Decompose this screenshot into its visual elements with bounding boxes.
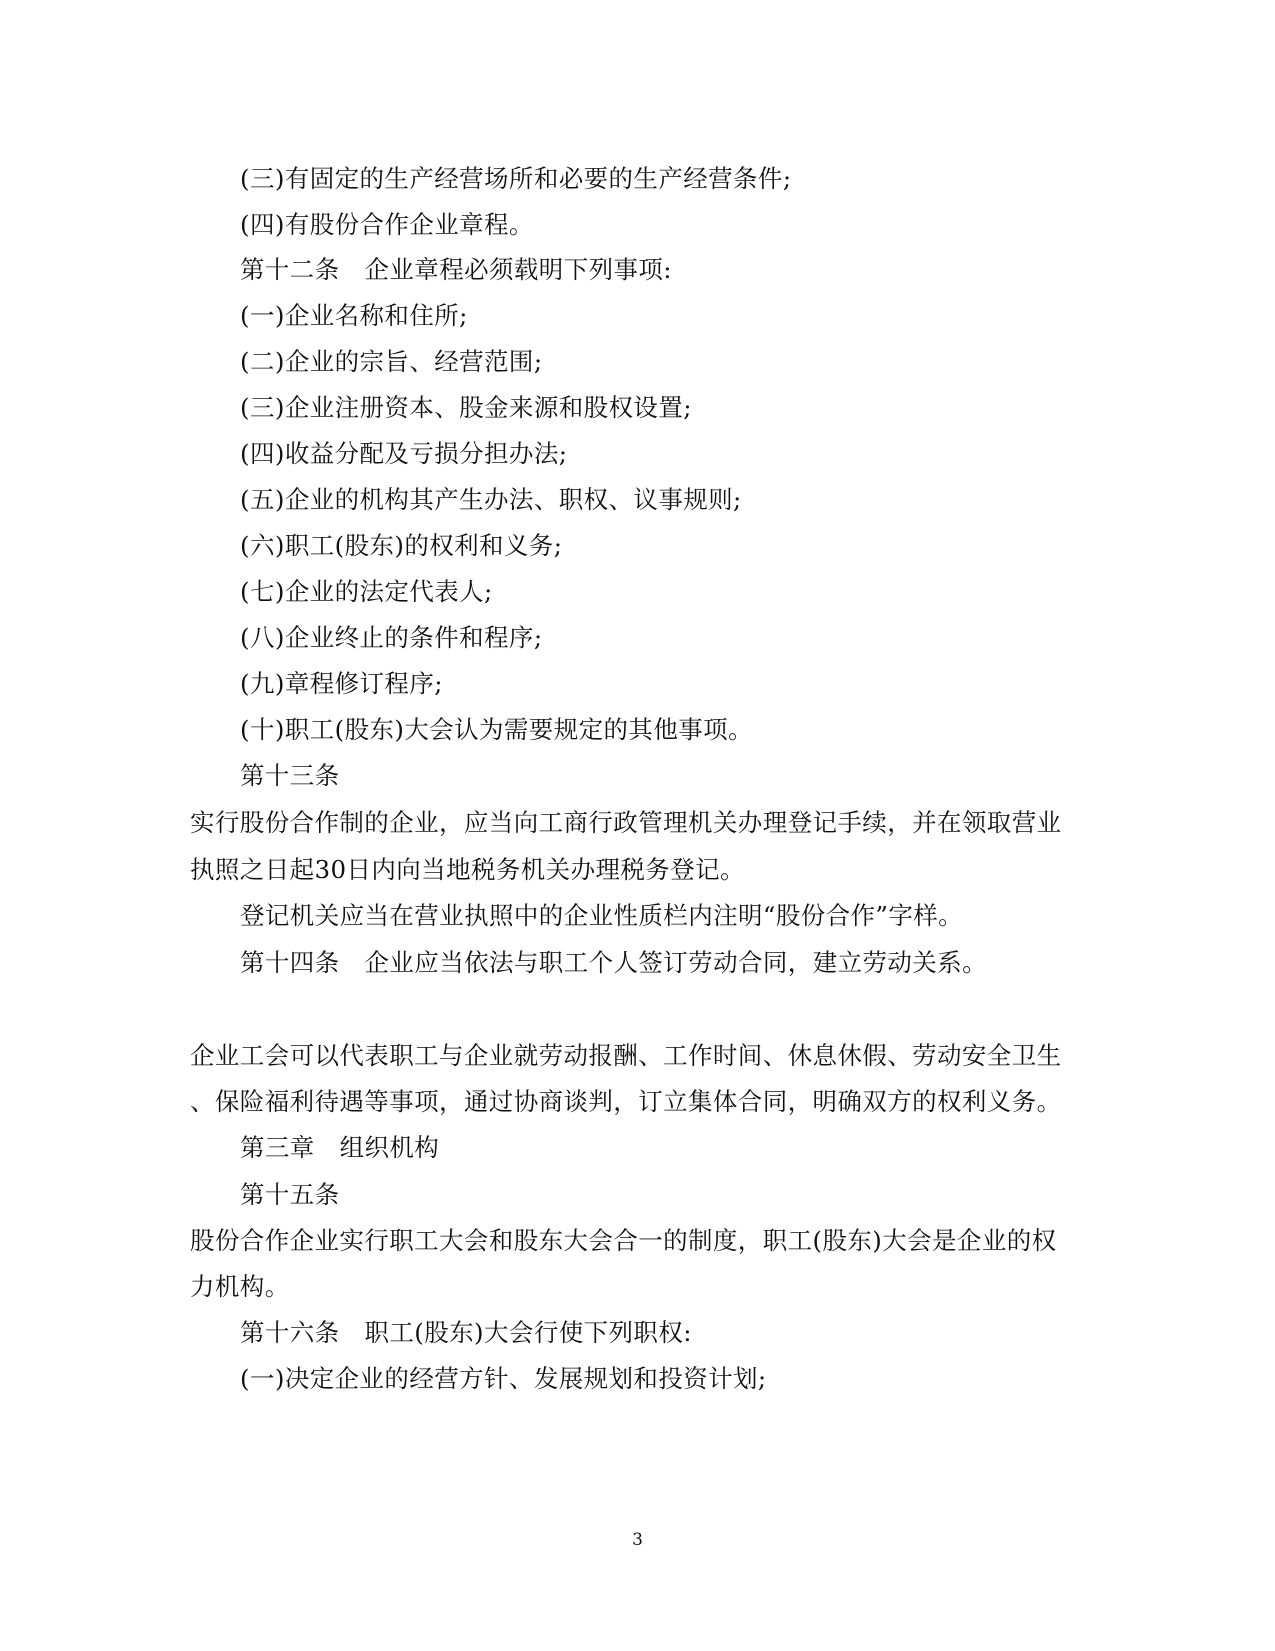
article-heading: 第十六条 职工(股东)大会行使下列职权: xyxy=(240,1318,692,1347)
paragraph-line: 力机构。 xyxy=(190,1272,290,1301)
list-item: (八)企业终止的条件和程序; xyxy=(240,623,543,652)
chapter-heading: 第三章 组织机构 xyxy=(240,1133,440,1162)
list-item: (三)企业注册资本、股金来源和股权设置; xyxy=(240,393,692,422)
paragraph-line: 、保险福利待遇等事项，通过协商谈判，订立集体合同，明确双方的权利义务。 xyxy=(190,1087,1062,1116)
article-heading: 第十五条 xyxy=(240,1180,340,1209)
list-item: (九)章程修订程序; xyxy=(240,669,443,698)
list-item: (六)职工(股东)的权利和义务; xyxy=(240,531,563,560)
paragraph-line: 企业工会可以代表职工与企业就劳动报酬、工作时间、休息休假、劳动安全卫生 xyxy=(190,1041,1062,1070)
list-item: (七)企业的法定代表人; xyxy=(240,577,493,606)
list-item: (一)决定企业的经营方针、发展规划和投资计划; xyxy=(240,1364,767,1393)
text-line: (四)有股份合作企业章程。 xyxy=(240,210,534,239)
list-item: (十)职工(股东)大会认为需要规定的其他事项。 xyxy=(240,715,753,744)
list-item: (五)企业的机构其产生办法、职权、议事规则; xyxy=(240,485,742,514)
page-number: 3 xyxy=(632,1530,643,1550)
paragraph-line: 实行股份合作制的企业，应当向工商行政管理机关办理登记手续，并在领取营业 xyxy=(190,808,1062,837)
paragraph-line: 执照之日起30日内向当地税务机关办理税务登记。 xyxy=(190,855,745,884)
list-item: (一)企业名称和住所; xyxy=(240,301,468,330)
list-item: (二)企业的宗旨、经营范围; xyxy=(240,347,543,376)
text-line: (三)有固定的生产经营场所和必要的生产经营条件; xyxy=(240,164,792,193)
article-heading: 第十四条 企业应当依法与职工个人签订劳动合同，建立劳动关系。 xyxy=(240,948,987,977)
article-heading: 第十三条 xyxy=(240,761,340,790)
list-item: (四)收益分配及亏损分担办法; xyxy=(240,439,568,468)
article-heading: 第十二条 企业章程必须载明下列事项: xyxy=(240,255,672,284)
paragraph-line: 股份合作企业实行职工大会和股东大会合一的制度，职工(股东)大会是企业的权 xyxy=(190,1226,1057,1255)
paragraph-line: 登记机关应当在营业执照中的企业性质栏内注明“股份合作”字样。 xyxy=(240,901,964,930)
